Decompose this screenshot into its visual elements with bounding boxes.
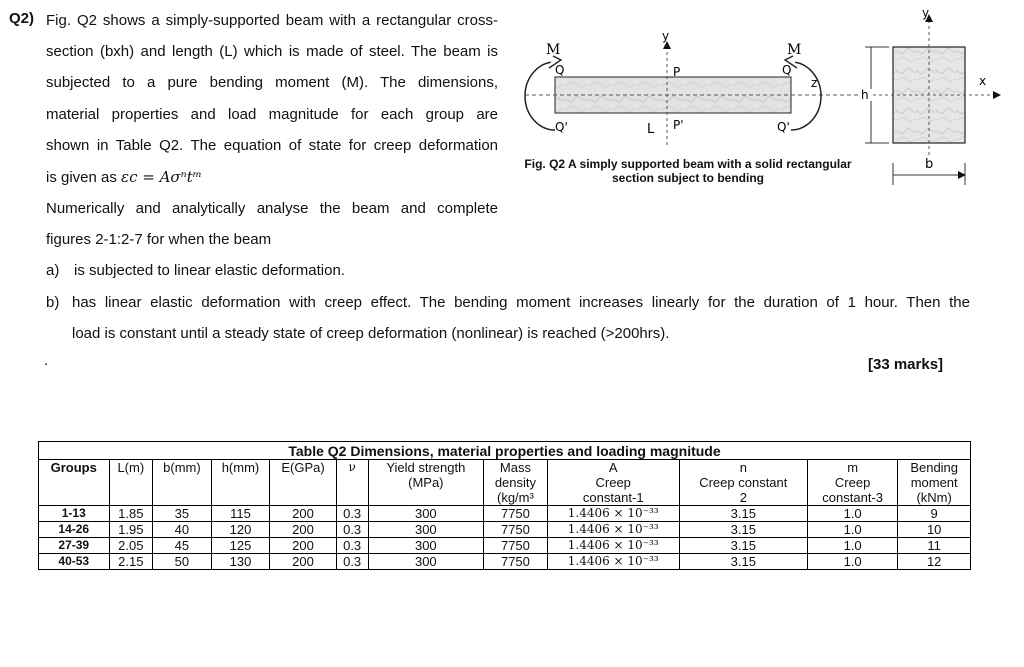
header-creep-n (679, 460, 807, 506)
figure-caption-line-2: section subject to bending (611, 171, 764, 185)
header-creep-a (547, 460, 679, 506)
cell-group: 14-26 (39, 522, 110, 538)
label-h: h (861, 88, 869, 102)
cell-group: 40-53 (39, 554, 110, 570)
cell-modulus: 200 (270, 506, 337, 522)
label-m-right: M (787, 42, 802, 58)
header-creep-m (807, 460, 897, 506)
intro-line-3: subjected to a pure bending moment (M). The dimensions, (46, 74, 498, 91)
cell-height: 125 (211, 538, 270, 554)
cell-creep-m: 1.0 (807, 522, 897, 538)
cell-creep-a: 1.4406 × 10⁻³³ (547, 538, 679, 554)
cell-density: 7750 (484, 506, 548, 522)
table-row (39, 538, 971, 554)
part-a-text: is subjected to linear elastic deformation. (74, 262, 345, 279)
cell-creep-m: 1.0 (807, 538, 897, 554)
left-moment-arc (525, 62, 555, 130)
label-y-axis: y (662, 29, 670, 43)
table-row (39, 554, 971, 570)
header-modulus (270, 460, 337, 506)
intro-line-4: material properties and load magnitude for each group are (46, 106, 498, 123)
label-p-prime: P' (673, 118, 684, 132)
label-p: P (673, 65, 681, 79)
header-text: 2 (739, 490, 747, 505)
header-text: b(mm) (163, 460, 201, 475)
header-width (153, 460, 212, 506)
cell-creep-a: 1.4406 × 10⁻³³ (547, 522, 679, 538)
label-b: b (925, 157, 934, 172)
label-q-right-prime: Q' (777, 120, 790, 134)
cell-yield: 300 (368, 554, 484, 570)
header-height (211, 460, 270, 506)
header-text: n (739, 460, 747, 475)
cell-group: 27-39 (39, 538, 110, 554)
header-text: moment (910, 475, 958, 490)
cell-density: 7750 (484, 538, 548, 554)
header-text: L(m) (117, 460, 145, 475)
cell-density: 7750 (484, 522, 548, 538)
cell-creep-n: 3.15 (679, 506, 807, 522)
header-text: ν (348, 460, 356, 474)
part-b-text-1: has linear elastic deformation with creep effect. The bending moment increases linearly for the duration of 1 hour. Then the (72, 294, 970, 311)
header-length (109, 460, 153, 506)
header-text: Yield strength (386, 460, 466, 475)
header-text: Creep constant (699, 475, 788, 490)
intro-line-1: Fig. Q2 shows a simply-supported beam with a rectangular cross- (46, 12, 498, 29)
cell-width: 35 (153, 506, 212, 522)
label-q-left: Q (555, 63, 565, 77)
header-text: Creep (834, 475, 871, 490)
cell-bending-moment: 11 (898, 538, 971, 554)
cell-length: 1.85 (109, 506, 153, 522)
cell-length: 2.15 (109, 554, 153, 570)
header-text: constant-3 (822, 490, 883, 505)
header-text: m (847, 460, 859, 475)
label-x: x (979, 74, 987, 88)
cell-modulus: 200 (270, 554, 337, 570)
header-poisson (336, 460, 368, 506)
header-text: Groups (50, 460, 97, 475)
label-z-axis: z (811, 76, 818, 90)
cell-yield: 300 (368, 538, 484, 554)
part-a-label: a) (46, 262, 60, 279)
cell-bending-moment: 9 (898, 506, 971, 522)
header-density (484, 460, 548, 506)
label-y-section: y (922, 6, 930, 20)
cell-yield: 300 (368, 522, 484, 538)
cell-creep-n: 3.15 (679, 554, 807, 570)
cell-creep-n: 3.15 (679, 538, 807, 554)
header-text: Mass (499, 460, 531, 475)
table-title: Table Q2 Dimensions, material properties and loading magnitude (39, 442, 971, 460)
label-q-left-prime: Q' (555, 120, 568, 134)
cell-creep-a: 1.4406 × 10⁻³³ (547, 506, 679, 522)
cell-creep-m: 1.0 (807, 506, 897, 522)
cell-poisson: 0.3 (336, 554, 368, 570)
intro-line-2: section (bxh) and length (L) which is made of steel. The beam is (46, 43, 498, 60)
cell-length: 2.05 (109, 538, 153, 554)
cross-section-figure (855, 5, 1005, 190)
cell-creep-m: 1.0 (807, 554, 897, 570)
marks: [33 marks] (868, 356, 944, 373)
table-header-row (39, 460, 971, 506)
cell-group: 1-13 (39, 506, 110, 522)
header-text: (MPa) (408, 475, 444, 490)
label-m-left: M (546, 42, 561, 58)
cell-bending-moment: 10 (898, 522, 971, 538)
bullet-dot: . (44, 352, 49, 369)
beam-figure (515, 20, 895, 155)
table-row (39, 506, 971, 522)
header-yield (368, 460, 484, 506)
instruction-line-1: Numerically and analytically analyse the beam and complete (46, 200, 498, 217)
header-text: E(GPa) (281, 460, 325, 475)
header-text: h(mm) (221, 460, 260, 475)
cell-width: 50 (153, 554, 212, 570)
equation-prefix: is given as (46, 169, 122, 186)
label-length: L (647, 122, 655, 137)
cell-creep-a: 1.4406 × 10⁻³³ (547, 554, 679, 570)
header-text: density (494, 475, 537, 490)
cell-creep-n: 3.15 (679, 522, 807, 538)
creep-equation: εc = Aσⁿtᵐ (121, 168, 202, 186)
cell-poisson: 0.3 (336, 506, 368, 522)
right-moment-arc (791, 62, 821, 130)
intro-line-5: shown in Table Q2. The equation of state for creep deformation (46, 137, 498, 154)
cell-modulus: 200 (270, 538, 337, 554)
part-b-text-2: load is constant until a steady state of creep deformation (nonlinear) is reached (>200hrs). (72, 325, 670, 342)
cell-height: 120 (211, 522, 270, 538)
header-text: Creep (595, 475, 631, 490)
cell-width: 40 (153, 522, 212, 538)
instruction-line-2: figures 2-1:2-7 for when the beam (46, 231, 272, 248)
label-q-right: Q (782, 63, 792, 77)
cell-poisson: 0.3 (336, 538, 368, 554)
cell-density: 7750 (484, 554, 548, 570)
cell-length: 1.95 (109, 522, 153, 538)
part-b-label: b) (46, 294, 60, 311)
header-text: (kNm) (916, 490, 952, 505)
question-number: Q2) (9, 10, 35, 27)
cell-width: 45 (153, 538, 212, 554)
table-row (39, 522, 971, 538)
cell-yield: 300 (368, 506, 484, 522)
header-text: (kg/m³ (497, 490, 534, 505)
cell-bending-moment: 12 (898, 554, 971, 570)
header-text: A (608, 460, 618, 475)
equation-line (46, 168, 202, 186)
figure-caption-line-1: Fig. Q2 A simply supported beam with a solid rectangular (524, 157, 852, 171)
figure-caption (508, 157, 868, 185)
cell-modulus: 200 (270, 522, 337, 538)
header-bending-moment (898, 460, 971, 506)
dimensions-table (38, 441, 971, 570)
cell-poisson: 0.3 (336, 522, 368, 538)
cell-height: 115 (211, 506, 270, 522)
header-groups (39, 460, 110, 506)
header-text: constant-1 (582, 490, 644, 505)
header-text: Bending (910, 460, 959, 475)
cell-height: 130 (211, 554, 270, 570)
